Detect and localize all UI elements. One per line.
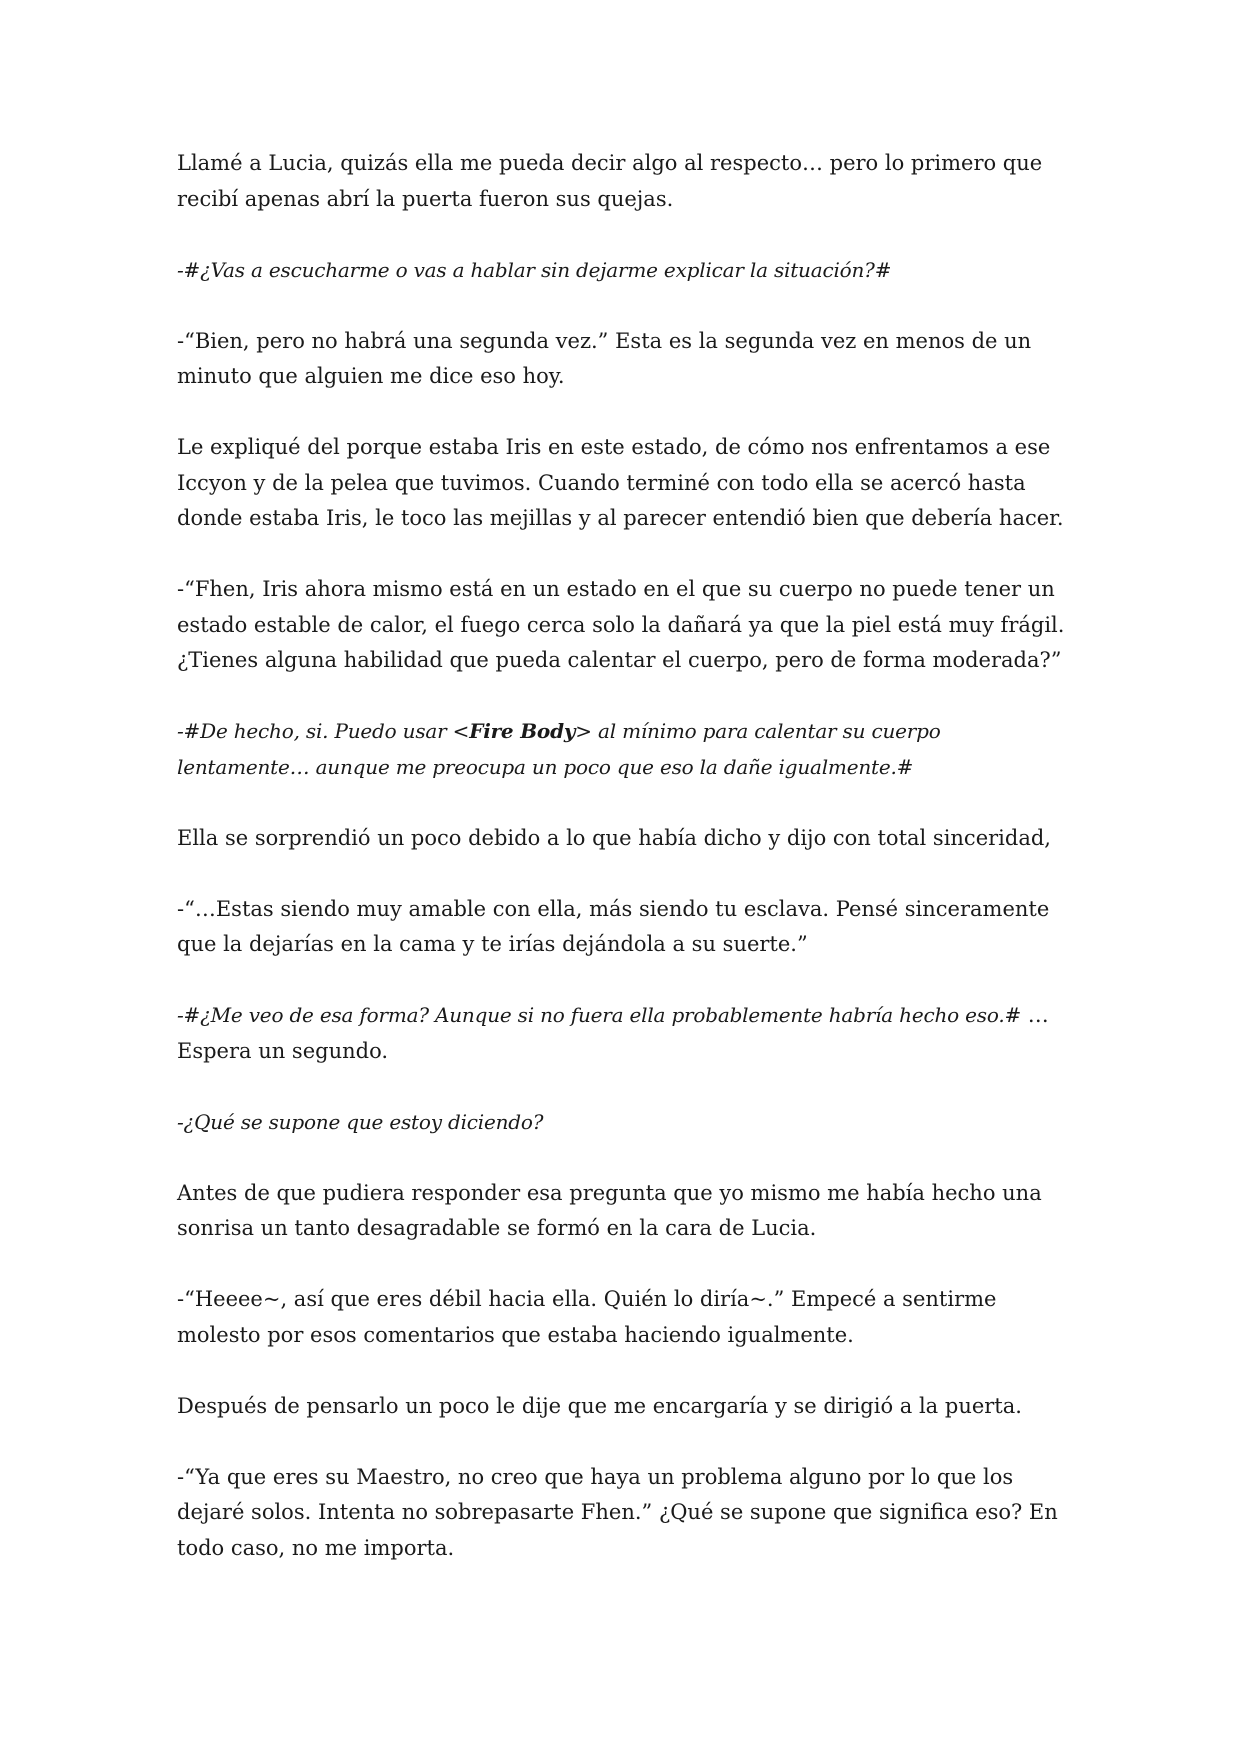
thought-paragraph: -#¿Vas a escucharme o vas a hablar sin dejarme explicar la situación?# <box>177 257 892 282</box>
dialogue-paragraph: -“Heeee~, así que eres débil hacia ella. Quién lo diría~.” Empecé a sentirme molesto por esos comentarios que estaba haciendo igualmente. <box>177 1287 997 1347</box>
paragraph: Ella se sorprendió un poco debido a lo que había dicho y dijo con total sinceridad, <box>177 825 1051 850</box>
thought-paragraph <box>177 714 1077 785</box>
paragraph: Antes de que pudiera responder esa pregunta que yo mismo me había hecho una sonrisa un tanto desagradable se formó en la cara de Lucia. <box>177 1180 1042 1240</box>
narration-text: …Espera un segundo. <box>177 1003 1049 1063</box>
dialogue-paragraph: -“Bien, pero no habrá una segunda vez.” Esta es la segunda vez en menos de un minuto que alguien me dice eso hoy. <box>177 328 1032 388</box>
page-body <box>177 146 1077 1602</box>
dialogue-paragraph: -“…Estas siendo muy amable con ella, más siendo tu esclava. Pensé sinceramente que la dejarías en la cama y te irías dejándola a su suerte.” <box>177 896 1050 956</box>
dialogue-paragraph: -“Ya que eres su Maestro, no creo que haya un problema alguno por lo que los dejaré solos. Intenta no sobrepasarte Fhen.” ¿Qué se supone que significa eso? En todo caso, no me importa. <box>177 1464 1058 1560</box>
mixed-paragraph <box>177 998 1077 1069</box>
paragraph: Llamé a Lucia, quizás ella me pueda decir algo al respecto… pero lo primero que recibí apenas abrí la puerta fueron sus quejas. <box>177 151 1043 211</box>
paragraph: Le expliqué del porque estaba Iris en este estado, de cómo nos enfrentamos a ese Iccyon y de la pelea que tuvimos. Cuando terminé con todo ella se acercó hasta donde estaba Iris, le toco las mejillas y al parecer entendió bien que debería hacer. <box>177 435 1064 530</box>
thought-text-end: > al mínimo para calentar su cuerpo lentamente… aunque me preocupa un poco que eso la dañe igualmente.# <box>177 719 941 779</box>
thought-paragraph: -¿Qué se supone que estoy diciendo? <box>177 1109 544 1134</box>
skill-name: Fire Body <box>469 719 576 743</box>
thought-text: -#¿Me veo de esa forma? Aunque si no fuera ella probablemente habría hecho eso.# <box>177 1003 1022 1027</box>
paragraph: Después de pensarlo un poco le dije que me encargaría y se dirigió a la puerta. <box>177 1393 1022 1418</box>
dialogue-paragraph: -“Fhen, Iris ahora mismo está en un estado en el que su cuerpo no puede tener un estado estable de calor, el fuego cerca solo la dañará ya que la piel está muy frágil. ¿Tienes alguna habilidad que pueda calentar el cuerpo, pero de forma moderada?” <box>177 577 1065 672</box>
thought-text-start: -#De hecho, si. Puedo usar < <box>177 719 470 743</box>
